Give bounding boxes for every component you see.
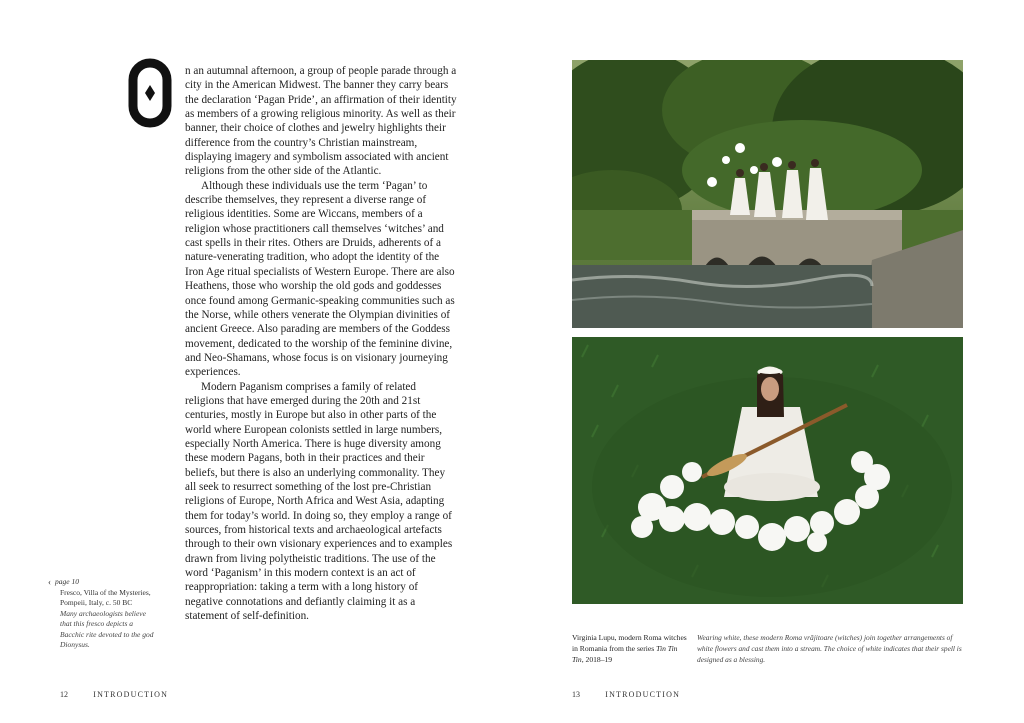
chevron-left-icon: ‹: [48, 577, 51, 587]
photo-witch-with-flowers: [572, 337, 963, 604]
paragraph-2: Although these individuals use the term ‘Pagan’ to describe themselves, they represent a diverse range of religious identities. Some are Wiccans, members of a religion whose practitioners call themselves ‘witches’ and cast spells in their rites. Others are Druids, adherents of a nature-venerating tradition, who adopt the identity of the Iron Age ritual specialists of Western Europe. There are also Heathens, those who worship the old gods and goddesses once found among Germanic-speaking communities such as the Norse, while others venerate the Olympian divinities of ancient Greece. Also parading are members of the Goddess movement, dedicated to the worship of the feminine divine, and Neo-Shamans, whose focus is on visionary journeying experiences.: [185, 179, 455, 379]
section-title-left: INTRODUCTION: [93, 690, 169, 699]
fresco-caption: [48, 577, 158, 651]
page-number-right: 13: [572, 690, 580, 699]
page-reference-label: page 10: [55, 577, 79, 586]
page-number-left: 12: [60, 690, 68, 699]
fresco-caption-note: Many archaeologists believe that this fresco depicts a Bacchic rite devoted to the god Dionysus.: [60, 608, 154, 649]
left-folio: [60, 690, 168, 699]
section-title-right: INTRODUCTION: [605, 690, 681, 699]
drop-cap-o: [128, 58, 172, 128]
photo-description-caption: Wearing white, these modern Roma vrăjitoare (witches) join together arrangements of white flowers and cast them into a stream. The choice of white indicates that their spell is designed as a blessing.: [697, 633, 962, 664]
caption-credit: Virginia Lupu, modern Roma witches in Romania from the series: [572, 633, 687, 653]
page-reference[interactable]: [48, 577, 158, 588]
photo-witches-on-bridge: [572, 60, 963, 328]
paragraph-3: Modern Paganism comprises a family of related religions that have emerged during the 20th and 21st centuries, mostly in Europe but also in other parts of the world where European colonists settled in large numbers, especially North America. There is huge diversity among these modern Pagans, both in their practices and their beliefs, but there is also an underlying commonality. They all seek to resurrect something of the lost pre-Christian religions of Europe, North Africa and West Asia, adapting them for today’s world. In doing so, they employ a range of sources, from historical texts and archaeological artefacts through to their own visionary experiences and to examples drawn from living polytheistic traditions. The use of the word ‘Paganism’ in this modern context is an act of reappropriation: taking a term with a long history of negative connotations and defiantly claiming it as a statement of self-definition.: [185, 380, 453, 623]
caption-series-title: Tin Tin Tin: [572, 644, 678, 664]
right-folio: [572, 690, 680, 699]
paragraph-1: n an autumnal afternoon, a group of people parade through a city in the American Midwest. The banner they carry bears the declaration ‘Pagan Pride’, an affirmation of their identity as members of a growing religious minority. As well as their banner, their choice of clothes and jewelry highlights their difference from the country’s Christian mainstream, displaying imagery and symbolism associated with ancient religions from the other side of the Atlantic.: [185, 65, 457, 178]
photo-credit-caption: [572, 632, 688, 665]
fresco-caption-title: Fresco, Villa of the Mysteries, Pompeii, Italy, c. 50 BC: [60, 587, 151, 607]
body-text: [185, 64, 457, 623]
caption-date: , 2018–19: [581, 655, 613, 664]
